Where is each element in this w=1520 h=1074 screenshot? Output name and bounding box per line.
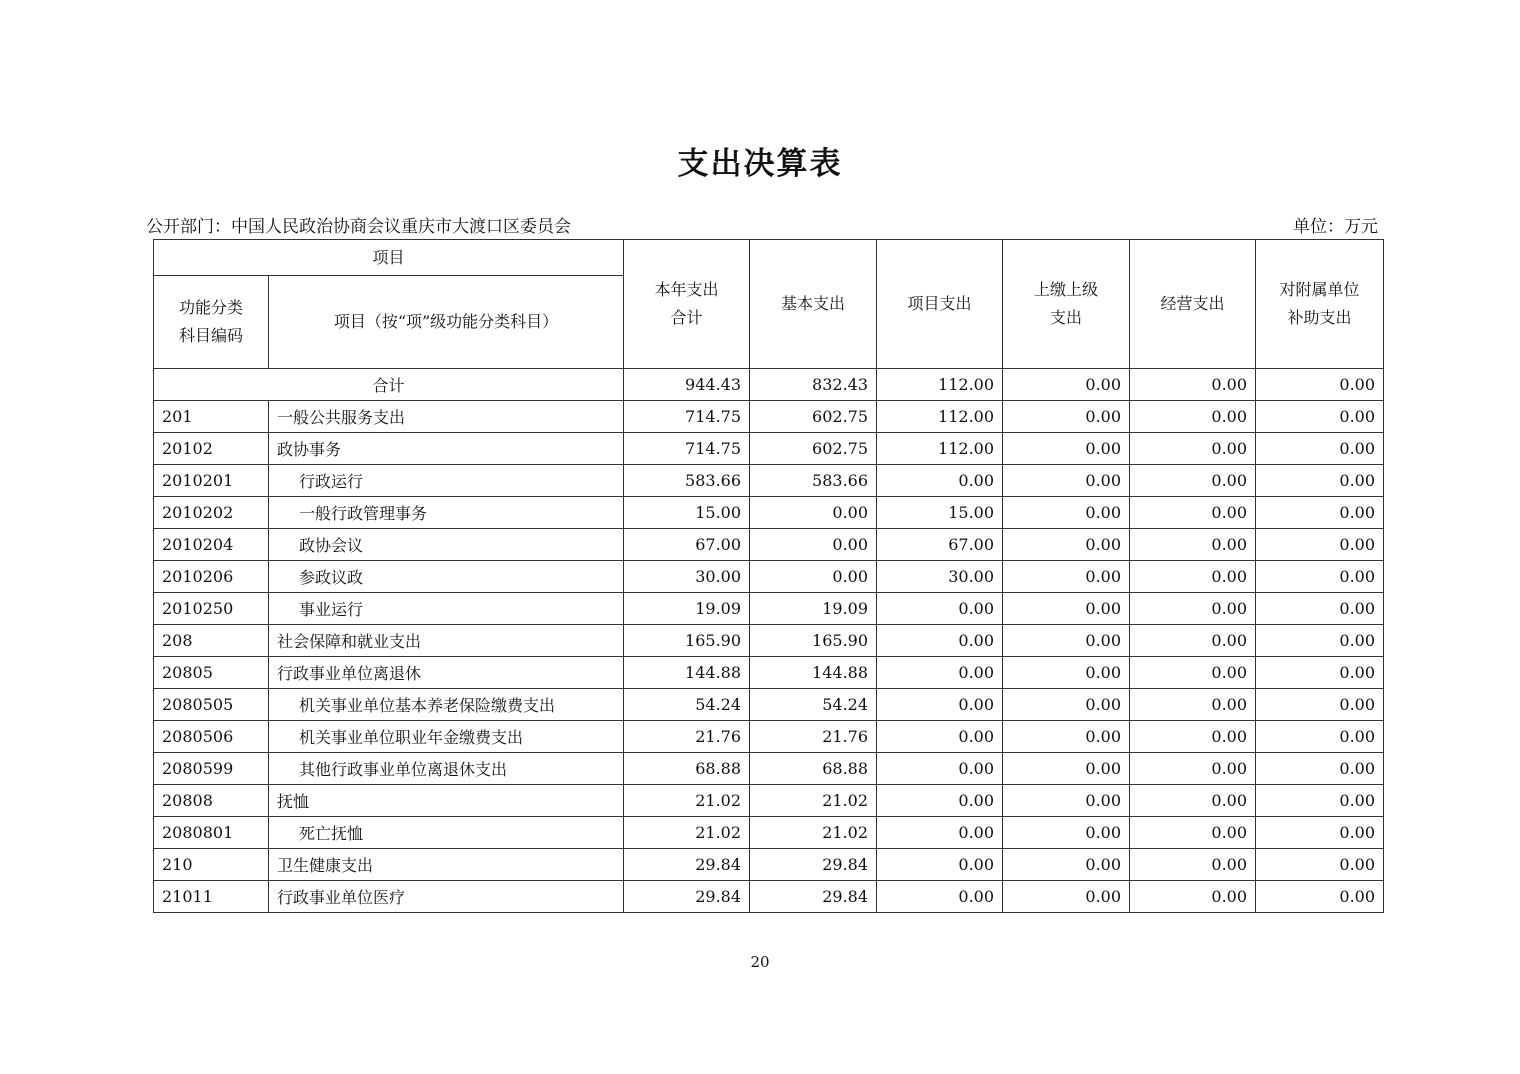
- cell-project: 0.00: [877, 721, 1003, 753]
- cell-name: 行政运行: [269, 465, 624, 497]
- cell-basic: 0.00: [750, 561, 877, 593]
- cell-business: 0.00: [1130, 401, 1256, 433]
- cell-code: 2010206: [154, 561, 269, 593]
- cell-upper: 0.00: [1003, 401, 1130, 433]
- expenditure-table: [153, 239, 1384, 913]
- table-row: [154, 593, 1384, 625]
- table-body: [154, 369, 1384, 913]
- header-subsidy-line1: 对附属单位: [1279, 280, 1360, 299]
- header-code: [154, 276, 269, 369]
- table-row: [154, 753, 1384, 785]
- header-business: 经营支出: [1130, 240, 1256, 369]
- cell-basic: 21.02: [750, 785, 877, 817]
- cell-basic: 21.02: [750, 817, 877, 849]
- cell-business: 0.00: [1130, 497, 1256, 529]
- table-row: [154, 529, 1384, 561]
- cell-name: 政协事务: [269, 433, 624, 465]
- cell-total: 21.02: [624, 817, 750, 849]
- cell-name: 抚恤: [269, 785, 624, 817]
- cell-name: 政协会议: [269, 529, 624, 561]
- cell-total: 15.00: [624, 497, 750, 529]
- cell-subsidy: 0.00: [1256, 465, 1384, 497]
- cell-subsidy: 0.00: [1256, 433, 1384, 465]
- cell-basic: 165.90: [750, 625, 877, 657]
- cell-subsidy: 0.00: [1256, 657, 1384, 689]
- table-row: [154, 721, 1384, 753]
- cell-total: 144.88: [624, 657, 750, 689]
- table-row: [154, 497, 1384, 529]
- header-subsidy-line2: 补助支出: [1287, 308, 1352, 327]
- cell-subsidy: 0.00: [1256, 529, 1384, 561]
- cell-name: 卫生健康支出: [269, 849, 624, 881]
- cell-business: 0.00: [1130, 785, 1256, 817]
- total-cell-project: 112.00: [877, 369, 1003, 401]
- cell-business: 0.00: [1130, 593, 1256, 625]
- total-row: [154, 369, 1384, 401]
- cell-basic: 602.75: [750, 433, 877, 465]
- cell-business: 0.00: [1130, 657, 1256, 689]
- table-row: [154, 817, 1384, 849]
- cell-project: 0.00: [877, 881, 1003, 913]
- cell-code: 21011: [154, 881, 269, 913]
- cell-business: 0.00: [1130, 753, 1256, 785]
- cell-code: 208: [154, 625, 269, 657]
- total-label: 合计: [154, 369, 624, 401]
- cell-code: 2080801: [154, 817, 269, 849]
- cell-subsidy: 0.00: [1256, 625, 1384, 657]
- cell-upper: 0.00: [1003, 849, 1130, 881]
- cell-project: 67.00: [877, 529, 1003, 561]
- cell-total: 714.75: [624, 401, 750, 433]
- cell-subsidy: 0.00: [1256, 785, 1384, 817]
- cell-business: 0.00: [1130, 561, 1256, 593]
- cell-upper: 0.00: [1003, 529, 1130, 561]
- total-cell-basic: 832.43: [750, 369, 877, 401]
- table-row: [154, 689, 1384, 721]
- cell-total: 68.88: [624, 753, 750, 785]
- cell-business: 0.00: [1130, 721, 1256, 753]
- cell-total: 29.84: [624, 849, 750, 881]
- cell-total: 21.76: [624, 721, 750, 753]
- table-row: [154, 849, 1384, 881]
- cell-basic: 29.84: [750, 881, 877, 913]
- cell-subsidy: 0.00: [1256, 593, 1384, 625]
- cell-project: 30.00: [877, 561, 1003, 593]
- cell-total: 583.66: [624, 465, 750, 497]
- total-cell-business: 0.00: [1130, 369, 1256, 401]
- cell-upper: 0.00: [1003, 465, 1130, 497]
- table-row: [154, 465, 1384, 497]
- header-upper-line2: 支出: [1050, 308, 1083, 327]
- table-row: [154, 881, 1384, 913]
- cell-basic: 602.75: [750, 401, 877, 433]
- cell-basic: 29.84: [750, 849, 877, 881]
- header-code-line1: 功能分类: [178, 298, 243, 317]
- cell-subsidy: 0.00: [1256, 753, 1384, 785]
- cell-project: 0.00: [877, 753, 1003, 785]
- header-project: 项目: [154, 240, 624, 276]
- header-subsidy: [1256, 240, 1384, 369]
- cell-name: 机关事业单位职业年金缴费支出: [269, 721, 624, 753]
- cell-project: 0.00: [877, 785, 1003, 817]
- cell-upper: 0.00: [1003, 497, 1130, 529]
- cell-code: 20805: [154, 657, 269, 689]
- cell-total: 54.24: [624, 689, 750, 721]
- header-upper: [1003, 240, 1130, 369]
- cell-name: 参政议政: [269, 561, 624, 593]
- cell-code: 2010201: [154, 465, 269, 497]
- cell-code: 2010202: [154, 497, 269, 529]
- table-row: [154, 625, 1384, 657]
- cell-project: 0.00: [877, 689, 1003, 721]
- cell-name: 机关事业单位基本养老保险缴费支出: [269, 689, 624, 721]
- cell-upper: 0.00: [1003, 753, 1130, 785]
- header-basic: 基本支出: [750, 240, 877, 369]
- cell-total: 19.09: [624, 593, 750, 625]
- cell-subsidy: 0.00: [1256, 497, 1384, 529]
- cell-total: 29.84: [624, 881, 750, 913]
- header-project-expense: 项目支出: [877, 240, 1003, 369]
- table-row: [154, 785, 1384, 817]
- header-name: 项目（按“项”级功能分类科目）: [269, 276, 624, 369]
- cell-business: 0.00: [1130, 689, 1256, 721]
- table-row: [154, 657, 1384, 689]
- cell-upper: 0.00: [1003, 881, 1130, 913]
- cell-code: 2080506: [154, 721, 269, 753]
- cell-basic: 0.00: [750, 497, 877, 529]
- table-row: [154, 401, 1384, 433]
- cell-basic: 21.76: [750, 721, 877, 753]
- cell-code: 20102: [154, 433, 269, 465]
- cell-code: 201: [154, 401, 269, 433]
- page-title: 支出决算表: [677, 146, 843, 182]
- table-row: [154, 561, 1384, 593]
- header-upper-line1: 上缴上级: [1034, 280, 1099, 299]
- cell-subsidy: 0.00: [1256, 401, 1384, 433]
- cell-business: 0.00: [1130, 465, 1256, 497]
- total-cell-total: 944.43: [624, 369, 750, 401]
- cell-name: 其他行政事业单位离退休支出: [269, 753, 624, 785]
- cell-name: 行政事业单位离退休: [269, 657, 624, 689]
- cell-upper: 0.00: [1003, 593, 1130, 625]
- total-cell-subsidy: 0.00: [1256, 369, 1384, 401]
- cell-business: 0.00: [1130, 881, 1256, 913]
- cell-project: 15.00: [877, 497, 1003, 529]
- cell-name: 一般行政管理事务: [269, 497, 624, 529]
- cell-total: 165.90: [624, 625, 750, 657]
- cell-project: 0.00: [877, 465, 1003, 497]
- cell-business: 0.00: [1130, 529, 1256, 561]
- cell-basic: 583.66: [750, 465, 877, 497]
- cell-subsidy: 0.00: [1256, 817, 1384, 849]
- table-header: [154, 240, 1384, 369]
- header-total-line1: 本年支出: [654, 280, 719, 299]
- header-total-line2: 合计: [670, 308, 703, 327]
- unit-label: 单位：万元: [1293, 217, 1378, 237]
- cell-code: 2080599: [154, 753, 269, 785]
- cell-name: 行政事业单位医疗: [269, 881, 624, 913]
- total-cell-upper: 0.00: [1003, 369, 1130, 401]
- cell-business: 0.00: [1130, 817, 1256, 849]
- cell-subsidy: 0.00: [1256, 561, 1384, 593]
- cell-upper: 0.00: [1003, 721, 1130, 753]
- cell-project: 112.00: [877, 433, 1003, 465]
- cell-project: 0.00: [877, 657, 1003, 689]
- cell-project: 0.00: [877, 625, 1003, 657]
- cell-code: 2080505: [154, 689, 269, 721]
- cell-upper: 0.00: [1003, 785, 1130, 817]
- cell-code: 20808: [154, 785, 269, 817]
- cell-project: 0.00: [877, 817, 1003, 849]
- table-row: [154, 433, 1384, 465]
- cell-upper: 0.00: [1003, 433, 1130, 465]
- cell-basic: 54.24: [750, 689, 877, 721]
- cell-code: 2010204: [154, 529, 269, 561]
- cell-basic: 0.00: [750, 529, 877, 561]
- cell-upper: 0.00: [1003, 817, 1130, 849]
- cell-total: 714.75: [624, 433, 750, 465]
- cell-upper: 0.00: [1003, 561, 1130, 593]
- cell-basic: 144.88: [750, 657, 877, 689]
- cell-total: 21.02: [624, 785, 750, 817]
- cell-name: 事业运行: [269, 593, 624, 625]
- cell-subsidy: 0.00: [1256, 849, 1384, 881]
- cell-business: 0.00: [1130, 625, 1256, 657]
- header-code-line2: 科目编码: [178, 326, 243, 345]
- cell-project: 0.00: [877, 849, 1003, 881]
- cell-project: 112.00: [877, 401, 1003, 433]
- cell-subsidy: 0.00: [1256, 689, 1384, 721]
- cell-subsidy: 0.00: [1256, 721, 1384, 753]
- cell-name: 一般公共服务支出: [269, 401, 624, 433]
- cell-code: 210: [154, 849, 269, 881]
- cell-basic: 19.09: [750, 593, 877, 625]
- header-total: [624, 240, 750, 369]
- department-label: 公开部门：中国人民政治协商会议重庆市大渡口区委员会: [146, 217, 571, 237]
- cell-total: 67.00: [624, 529, 750, 561]
- cell-name: 死亡抚恤: [269, 817, 624, 849]
- cell-upper: 0.00: [1003, 689, 1130, 721]
- cell-total: 30.00: [624, 561, 750, 593]
- cell-business: 0.00: [1130, 849, 1256, 881]
- cell-name: 社会保障和就业支出: [269, 625, 624, 657]
- cell-upper: 0.00: [1003, 657, 1130, 689]
- page-number: 20: [750, 953, 770, 971]
- cell-subsidy: 0.00: [1256, 881, 1384, 913]
- cell-upper: 0.00: [1003, 625, 1130, 657]
- cell-code: 2010250: [154, 593, 269, 625]
- cell-basic: 68.88: [750, 753, 877, 785]
- cell-project: 0.00: [877, 593, 1003, 625]
- cell-business: 0.00: [1130, 433, 1256, 465]
